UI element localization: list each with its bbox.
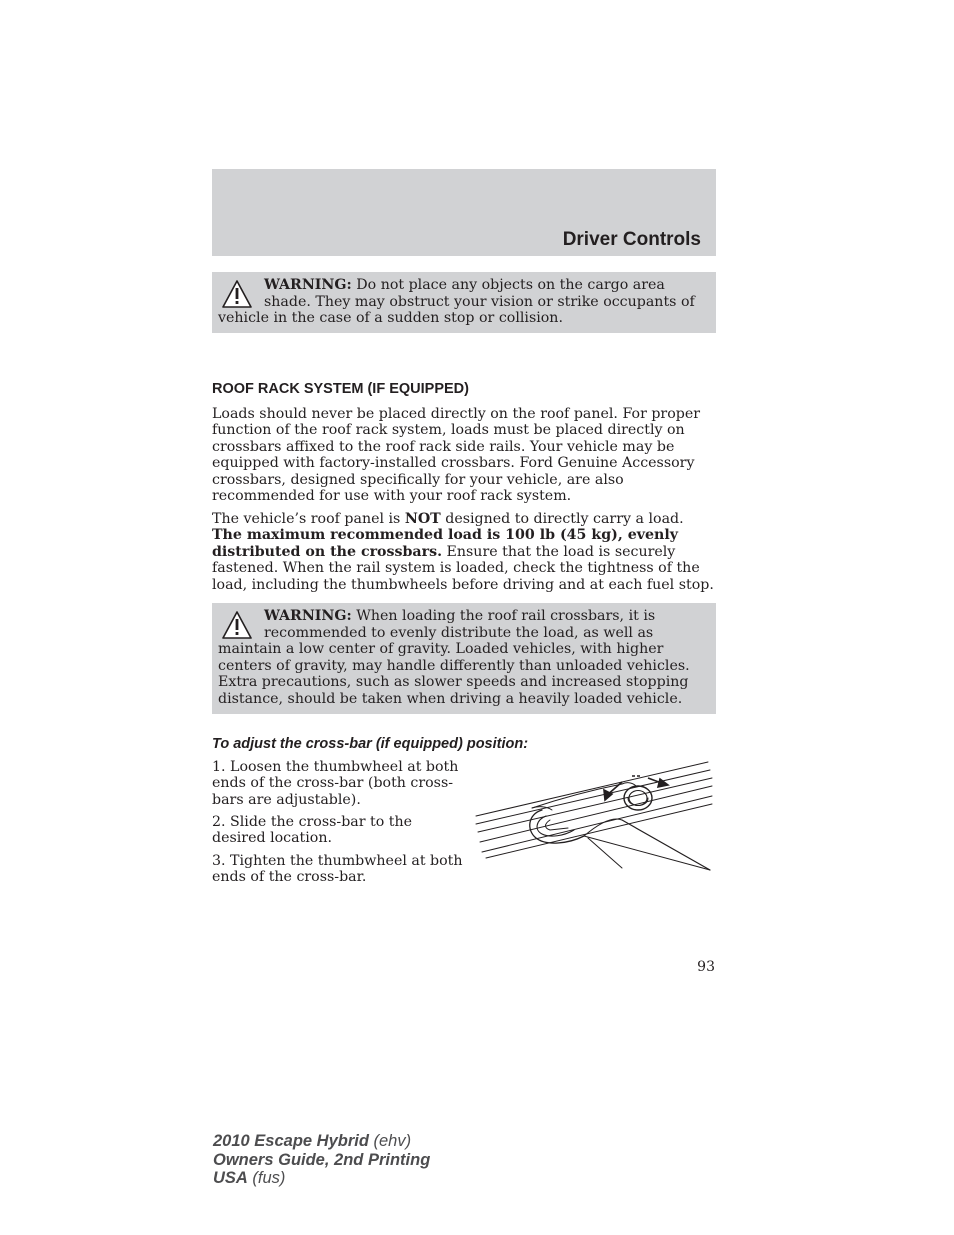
warning-text: When loading the roof rail crossbars, it is recommended to evenly distribute the load, as well as maintain a low center of gravity. Loaded vehicles, with higher centers of gravity, may handle differently than unloaded vehicles. Extra precautions, such as slower speeds and increased stopping distance, should be taken when driving a heavily loaded vehicle.	[218, 608, 690, 707]
para2-text-a: The vehicle’s roof panel is	[212, 511, 405, 527]
para2-not: NOT	[404, 511, 441, 527]
footer-model-code: (ehv)	[368, 1132, 412, 1150]
footer-guide: Owners Guide, 2nd Printing	[213, 1150, 431, 1169]
crossbar-step-2: 2. Slide the cross-bar to the desired location.	[212, 814, 413, 847]
crossbar-subheading: To adjust the cross-bar (if equipped) position:	[212, 736, 529, 752]
crossbar-thumbwheel-illustration	[472, 758, 716, 874]
warning-box-roof-load	[212, 603, 716, 714]
footer-line-3	[213, 1169, 430, 1188]
para2-text-b: designed to directly carry a load.	[440, 511, 684, 527]
footer-market: USA	[213, 1169, 248, 1187]
section-title: Driver Controls	[562, 229, 701, 250]
warning-text: Do not place any objects on the cargo area shade. They may obstruct your vision or strike occupants of vehicle in the case of a sudden stop or collision.	[218, 277, 695, 327]
footer-line-1	[213, 1132, 430, 1151]
page-number: 93	[697, 959, 715, 975]
crossbar-step-1: 1. Loosen the thumbwheel at both ends of the cross-bar (both cross-bars are adjustable).	[212, 759, 459, 808]
roof-rack-paragraph-1: Loads should never be placed directly on the roof panel. For proper function of the roof rack system, loads must be placed directly on crossbars affixed to the roof rack side rails. Your vehicle may be equipped with factory-installed crossbars. Ford Genuine Accessory crossbars, designed specifically for your vehicle, are also recommended for use with your roof rack system.	[212, 406, 701, 505]
roof-rack-paragraph-2	[212, 511, 716, 593]
footer-market-code: (fus)	[247, 1169, 286, 1187]
footer-model: 2010 Escape Hybrid	[213, 1132, 369, 1150]
section-header-band	[212, 169, 716, 256]
crossbar-step-3: 3. Tighten the thumbwheel at both ends of the cross-bar.	[212, 853, 463, 886]
para2-max-load: The maximum recommended load is 100 lb (45 kg), evenly distributed on the crossbars.	[212, 527, 678, 560]
para2-text-c: Ensure that the load is securely fastened. When the rail system is loaded, check the tightness of the load, including the thumbwheels before driving and at each fuel stop.	[212, 543, 714, 593]
warning-label: WARNING:	[264, 608, 352, 624]
footer-line-2	[213, 1151, 430, 1170]
document-footer	[213, 1132, 430, 1188]
warning-triangle-icon	[221, 610, 253, 640]
warning-triangle-icon	[221, 279, 253, 309]
warning-label: WARNING:	[264, 277, 352, 293]
roof-rack-heading: ROOF RACK SYSTEM (IF EQUIPPED)	[212, 381, 469, 397]
warning-box-cargo-shade	[212, 272, 716, 333]
